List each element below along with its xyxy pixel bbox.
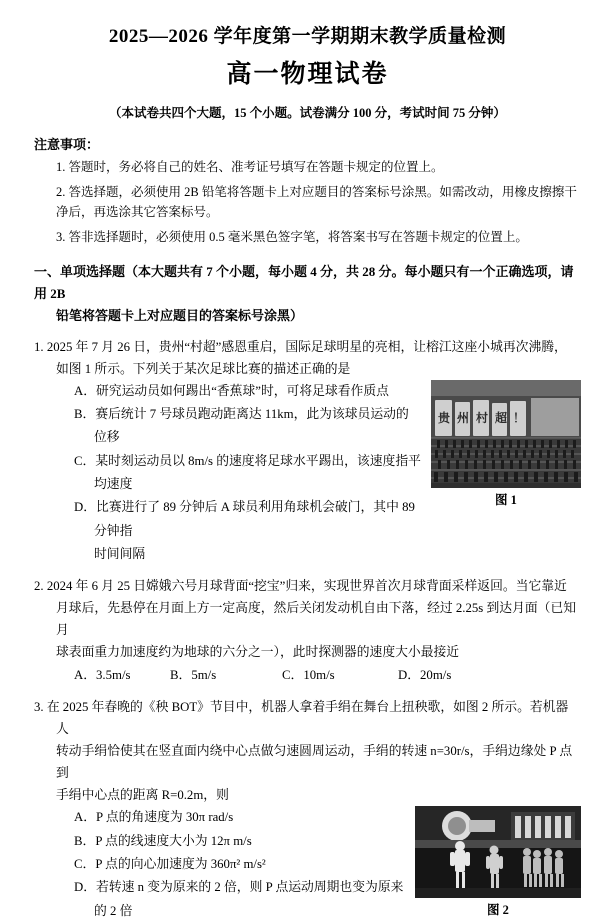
question-1-number: 1. xyxy=(34,339,44,354)
notice-item-3: 3. 答非选择题时，必须使用 0.5 毫米黑色签字笔，将答案书写在答题卡规定的位置上。 xyxy=(56,229,528,244)
page-title-line1: 2025—2026 学年度第一学期期末教学质量检测 xyxy=(108,26,507,47)
question-2 xyxy=(34,575,581,687)
figure-2-caption: 图 2 xyxy=(487,903,509,918)
question-3-stem-line1: 在 2025 年春晚的《秧 BOT》节目中，机器人拿着手绢在舞台上扭秧歌，如图 2 所示。若机器人 xyxy=(46,700,569,737)
figure-1-block xyxy=(431,380,581,512)
svg-text:村: 村 xyxy=(476,410,489,425)
figure-1-image xyxy=(431,380,581,488)
question-3-option-c: C．P 点的向心加速度为 360π² m/s² xyxy=(74,857,266,871)
page-title-line2: 高一物理试卷 xyxy=(226,60,389,88)
question-1-option-d: D．比赛进行了 89 分钟后 A 球员利用角球机会破门，其中 89 分钟指 xyxy=(74,500,415,538)
question-3-stem-line2: 转动手绢恰使其在竖直面内绕中心点做匀速圆周运动，手绢的转速 n=30r/s，手绢边缘处 P 点到 xyxy=(56,744,573,781)
section-heading-1-line2: 铅笔将答题卡上对应题目的答案标号涂黑） xyxy=(56,307,304,323)
notice-item-2: 2. 答选择题，必须使用 2B 铅笔将答题卡上对应题目的答案标号涂黑。如需改动，用橡皮擦擦干净后，再选涂其它答案标号。 xyxy=(56,184,577,220)
question-1 xyxy=(34,336,581,566)
figure-1-svg xyxy=(431,380,581,488)
question-1-option-d-cont: 时间间隔 xyxy=(94,546,146,561)
question-2-option-b: B．5m/s xyxy=(170,668,217,683)
question-3-option-d: D．若转速 n 变为原来的 2 倍，则 P 点运动周期也变为原来的 2 倍 xyxy=(74,880,404,918)
question-2-stem-line1: 2024 年 6 月 25 日嫦娥六号月球背面“挖宝”归来，实现世界首次月球背面采样返回。当它靠近 xyxy=(46,579,567,594)
question-3 xyxy=(34,696,581,922)
question-3-option-b: B．P 点的线速度大小为 12π m/s xyxy=(74,833,252,848)
svg-text:贵: 贵 xyxy=(438,410,451,425)
notice-title: 注意事项： xyxy=(34,137,100,153)
svg-text:！: ！ xyxy=(513,410,526,425)
question-3-stem-line3: 手绢中心点的距离 R=0.2m，则 xyxy=(56,788,229,803)
notice-item-1: 1. 答题时，务必将自己的姓名、准考证号填写在答题卡规定的位置上。 xyxy=(56,160,444,175)
svg-text:超: 超 xyxy=(495,410,508,425)
question-2-number: 2. xyxy=(34,579,44,594)
svg-text:州: 州 xyxy=(457,410,470,425)
question-1-option-c: C．某时刻运动员以 8m/s 的速度将足球水平踢出，该速度指平均速度 xyxy=(74,453,421,491)
section-heading-1-line1: 一、单项选择题（本大题共有 7 个小题，每小题 4 分，共 28 分。每小题只有一个正确选项，请用 2B xyxy=(34,263,574,301)
question-1-stem-line1: 2025 年 7 月 26 日，贵州“村超”感恩重启，国际足球明星的亮相，让榕江这座小城再次沸腾， xyxy=(46,339,567,354)
question-2-stem-line2: 月球后，先悬停在月面上方一定高度，然后关闭发动机自由下落，经过 2.25s 到达月面（已知月 xyxy=(56,601,577,638)
figure-2-svg xyxy=(415,806,581,898)
question-2-option-a: A．3.5m/s xyxy=(74,668,131,683)
page-title-line3: （本试卷共四个大题，15 个小题。试卷满分 100 分，考试时间 75 分钟） xyxy=(109,106,506,121)
question-3-number: 3. xyxy=(34,700,44,715)
question-1-stem-line2: 如图 1 所示。下列关于某次足球比赛的描述正确的是 xyxy=(56,361,351,376)
question-2-options xyxy=(34,663,581,687)
question-2-stem-line3: 球表面重力加速度约为地球的六分之一），此时探测器的速度大小最接近 xyxy=(56,645,460,660)
figure-1-caption: 图 1 xyxy=(495,492,517,507)
question-2-option-d: D．20m/s xyxy=(398,668,452,683)
figure-2-block xyxy=(415,806,581,922)
question-3-option-a: A．P 点的角速度为 30π rad/s xyxy=(74,810,234,825)
figure-2-image xyxy=(415,806,581,898)
question-2-option-c: C．10m/s xyxy=(282,668,335,683)
section-heading-1 xyxy=(34,261,581,327)
question-1-option-a: A．研究运动员如何踢出“香蕉球”时，可将足球看作质点 xyxy=(74,383,389,398)
question-1-option-b: B．赛后统计 7 号球员跑动距离达 11km，此为该球员运动的位移 xyxy=(74,407,409,445)
